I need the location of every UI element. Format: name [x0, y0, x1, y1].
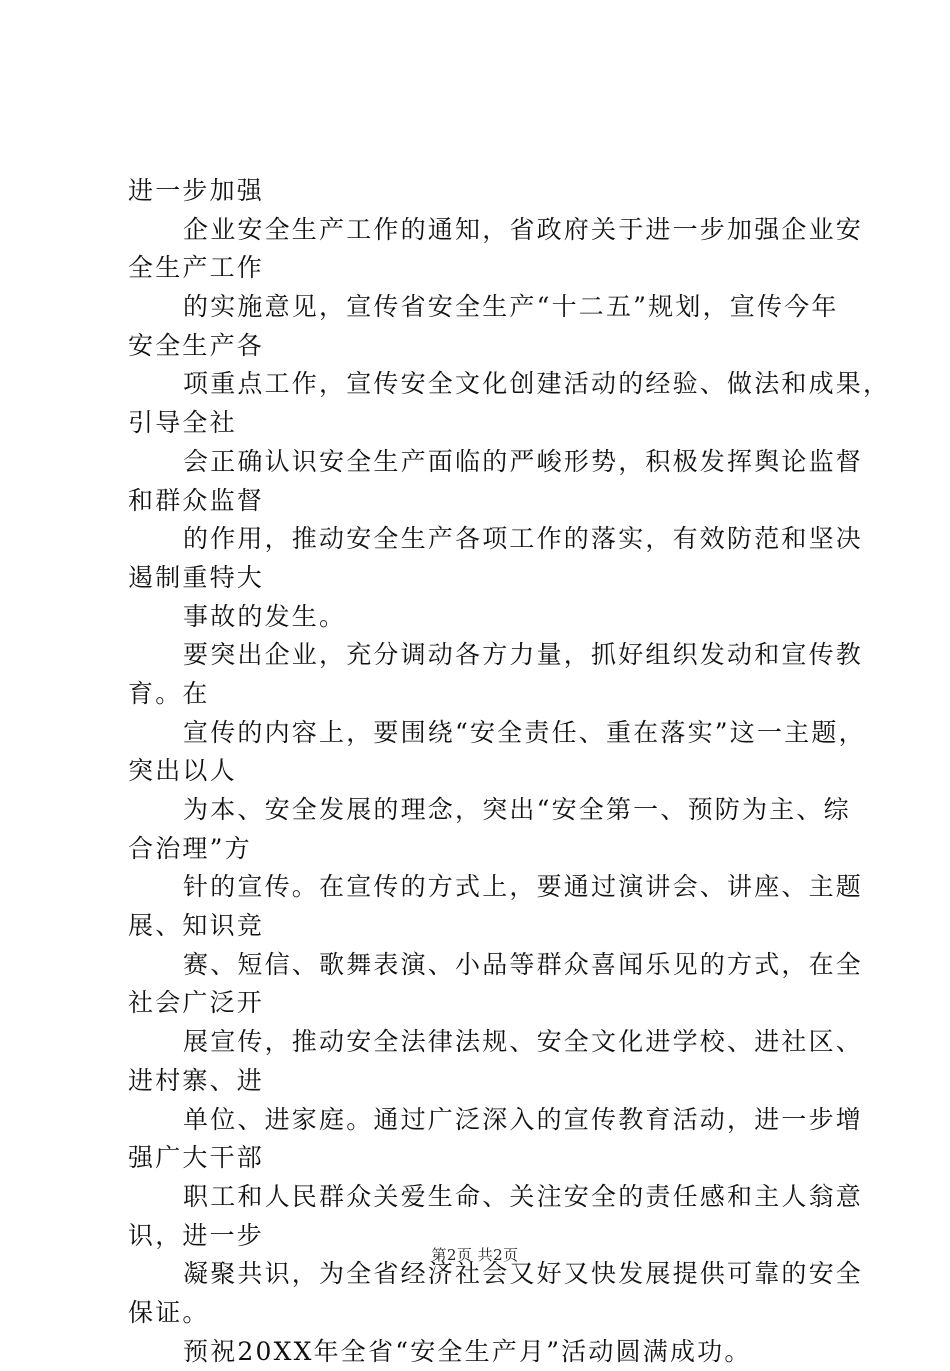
text-line: 企业安全生产工作的通知，省政府关于进一步加强企业安 [183, 214, 864, 244]
text-line: 宣传的内容上，要围绕“安全责任、重在落实”这一主题， [183, 717, 866, 747]
text-line: 进村寨、进 [128, 1065, 265, 1095]
text-line: 合治理”方 [128, 833, 252, 863]
text-line: 事故的发生。 [183, 601, 347, 631]
text-line: 突出以人 [128, 756, 237, 786]
text-line: 引导全社 [128, 408, 237, 438]
text-line: 保证。 [128, 1297, 210, 1327]
text-line: 展宣传，推动安全法律法规、安全文化进学校、进社区、 [183, 1027, 864, 1057]
text-line: 项重点工作，宣传安全文化创建活动的经验、做法和成果， [183, 369, 891, 399]
document-body [128, 172, 891, 1371]
text-line: 识，进一步 [128, 1220, 265, 1250]
page-footer: 第2页 共2页 [431, 1246, 519, 1264]
text-line: 社会广泛开 [128, 988, 265, 1018]
text-line: 凝聚共识，为全省经济社会又好又快发展提供可靠的安全 [183, 1259, 864, 1289]
text-line: 为本、安全发展的理念，突出“安全第一、预防为主、综 [183, 795, 851, 824]
text-line: 会正确认识安全生产面临的严峻形势，积极发挥舆论监督 [183, 446, 864, 476]
text-line: 强广大干部 [128, 1143, 265, 1173]
text-line: 安全生产各 [128, 330, 265, 360]
text-line: 职工和人民群众关爱生命、关注安全的责任感和主人翁意 [183, 1181, 864, 1211]
text-line: 全生产工作 [128, 253, 265, 283]
text-line: 育。在 [128, 678, 210, 708]
text-line: 遏制重特大 [128, 562, 265, 592]
text-line: 针的宣传。在宣传的方式上，要通过演讲会、讲座、主题 [183, 872, 864, 902]
text-line: 展、知识竞 [128, 911, 265, 941]
text-line: 预祝20XX年全省“安全生产月”活动圆满成功。 [183, 1336, 752, 1366]
text-line: 和群众监督 [128, 485, 265, 515]
text-line: 进一步加强 [128, 176, 265, 205]
text-line: 赛、短信、歌舞表演、小品等群众喜闻乐见的方式，在全 [183, 949, 864, 979]
text-line: 的作用，推动安全生产各项工作的落实，有效防范和坚决 [183, 524, 864, 554]
text-line: 的实施意见，宣传省安全生产“十二五”规划，宣传今年 [183, 292, 839, 322]
text-line: 要突出企业，充分调动各方力量，抓好组织发动和宣传教 [183, 640, 864, 670]
text-line: 单位、进家庭。通过广泛深入的宣传教育活动，进一步增 [183, 1104, 864, 1134]
